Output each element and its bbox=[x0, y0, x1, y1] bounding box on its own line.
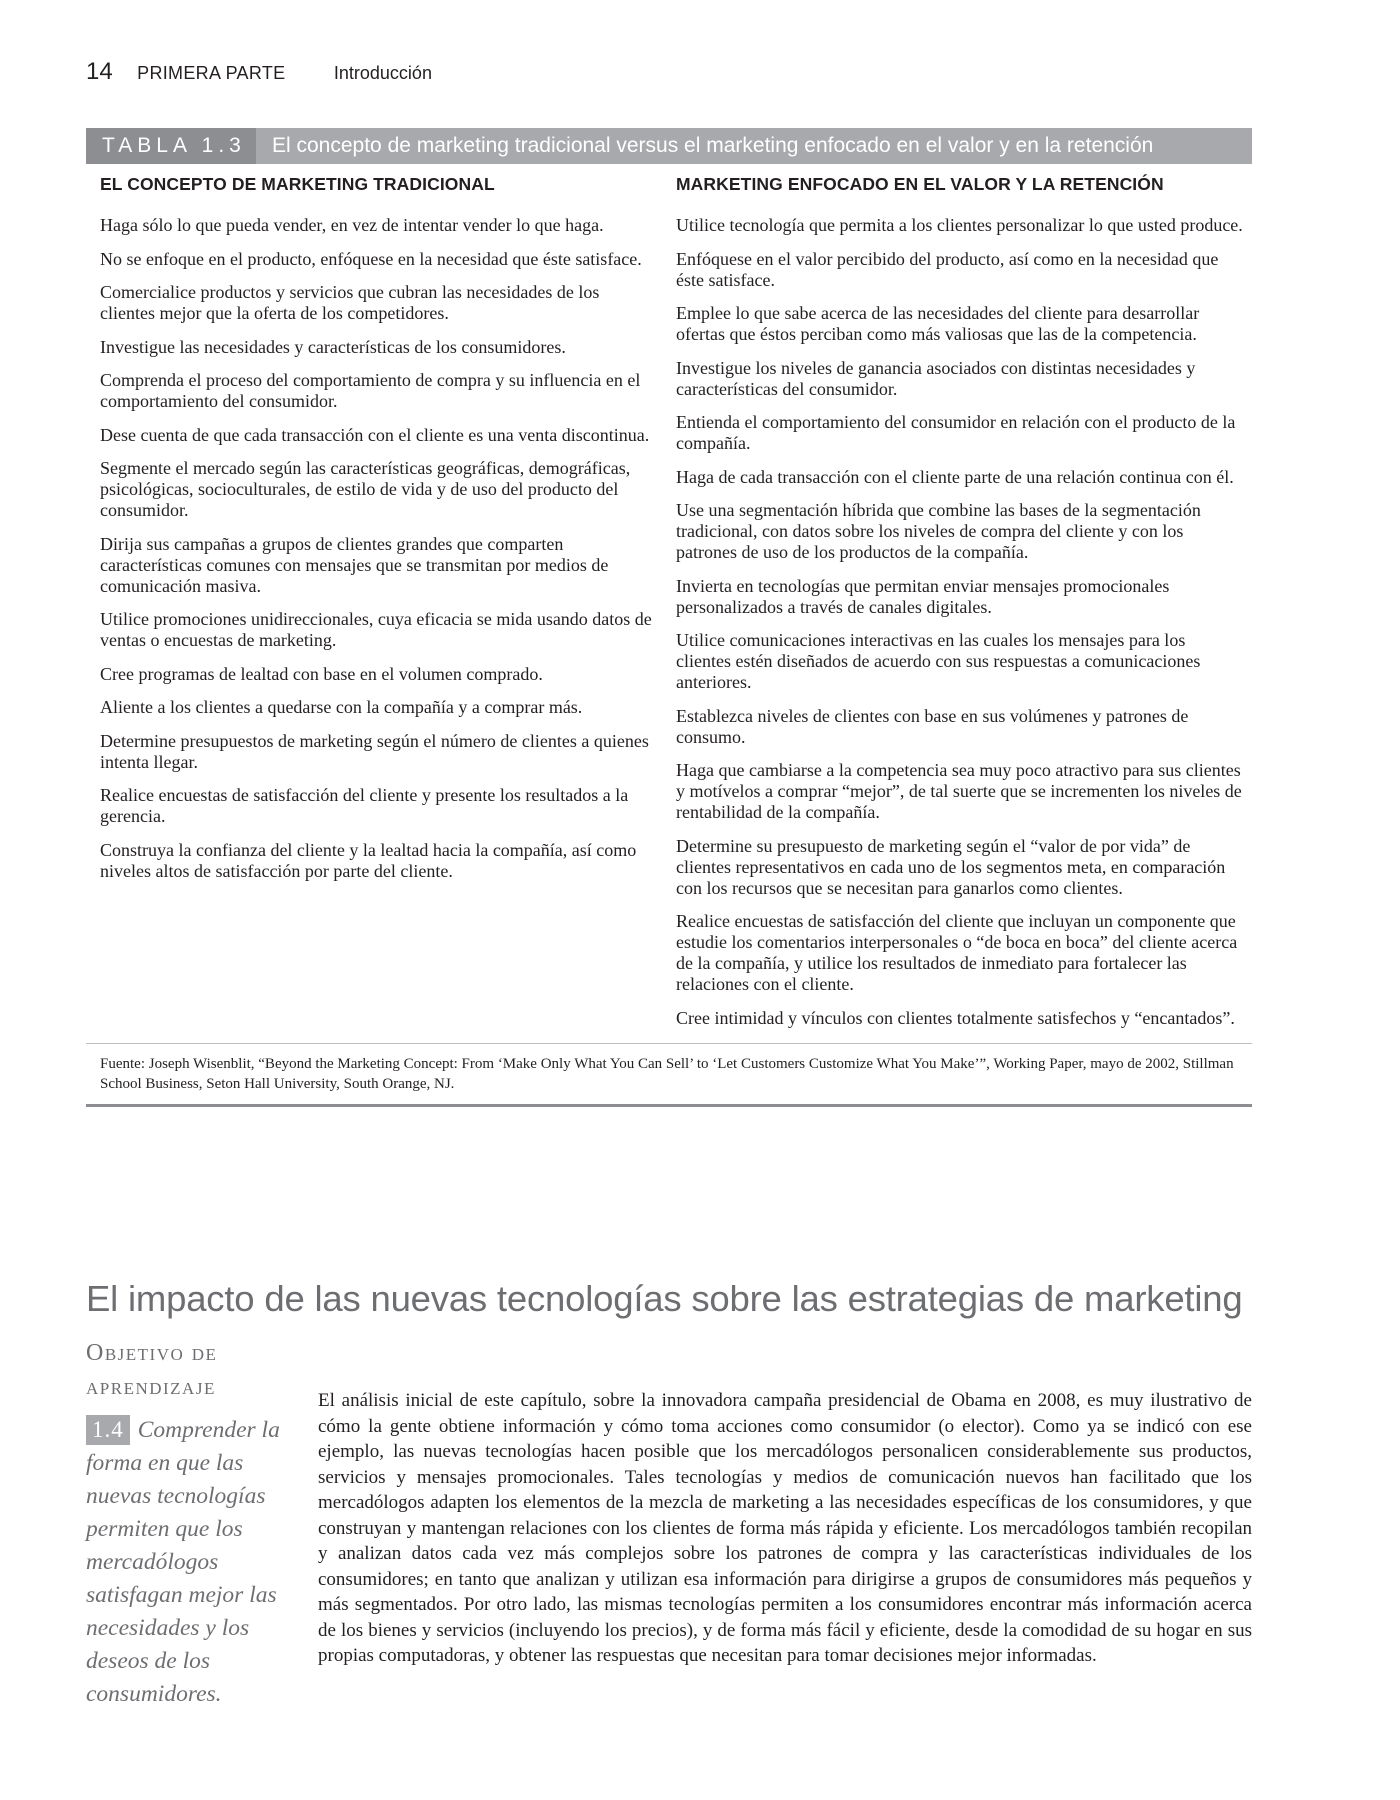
table-cell: Realice encuestas de satisfacción del cliente que incluyan un componente que estudie los comentarios interpersonales o “de boca en boca” del cliente acerca de la compañía, y utilice los resultados de inmediato para fortalecer las relaciones con el cliente. bbox=[676, 911, 1238, 994]
table-cell: Determine su presupuesto de marketing según el “valor de por vida” de clientes representativos en cada uno de los segmentos meta, en comparación con los recursos que se necesitan para ganarlos como clientes. bbox=[676, 835, 1226, 898]
table-columns bbox=[86, 174, 1252, 1041]
table-cell: Investigue los niveles de ganancia asociados con distintas necesidades y características del consumidor. bbox=[676, 357, 1196, 399]
learning-objective-text: Comprender la forma en que las nuevas tecnologías permiten que los mercadólogos satisfagan mejor las necesidades y los deseos de los consumidores. bbox=[86, 1417, 280, 1707]
table-cell: Cree programas de lealtad con base en el volumen comprado. bbox=[100, 663, 543, 684]
page-number: 14 bbox=[86, 58, 113, 85]
table-cell: Dese cuenta de que cada transacción con el cliente es una venta discontinua. bbox=[100, 424, 650, 445]
table-cell: Comercialice productos y servicios que cubran las necesidades de los clientes mejor que la oferta de los competidores. bbox=[100, 282, 600, 323]
learning-objective bbox=[86, 1336, 286, 1711]
table-cell: Establezca niveles de clientes con base en sus volúmenes y patrones de consumo. bbox=[676, 705, 1189, 747]
table-source-note: Fuente: Joseph Wisenblit, “Beyond the Marketing Concept: From ‘Make Only What You Can Sell’ to ‘Let Customers Customize What You Make’”, Working Paper, mayo de 2002, Stillman School Business, Seton Hall University, South Orange, NJ. bbox=[86, 1043, 1252, 1104]
traditional-column-heading: EL CONCEPTO DE MARKETING TRADICIONAL bbox=[100, 174, 495, 194]
table-cell: Utilice tecnología que permita a los clientes personalizar lo que usted produce. bbox=[676, 215, 1243, 235]
table-title: El concepto de marketing tradicional versus el marketing enfocado en el valor y en la retención bbox=[272, 134, 1154, 157]
value-retention-column bbox=[662, 174, 1252, 1041]
comparison-table bbox=[86, 128, 1252, 1107]
body-paragraph: El análisis inicial de este capítulo, sobre la innovadora campaña presidencial de Obama en 2008, es muy ilustrativo de cómo la gente obtiene información y cómo toma acciones como consumidor (o elector). Como ya se indicó con ese ejemplo, las nuevas tecnologías hacen posible que los mercadólogos personalicen considerablemente sus productos, servicios y mensajes promocionales. Tales tecnologías y medios de comunicación nuevos han facilitado que los mercadólogos adapten los elementos de la mezcla de marketing a las necesidades específicas de los consumidores, y que construyan y mantengan relaciones con los clientes de forma más rápida y eficiente. Los mercadólogos también recopilan y analizan datos cada vez más complejos sobre los patrones de compra y las características individuales de los consumidores; en tanto que analizan y utilizan esa información para dirigirse a grupos de consumidores más pequeños y más segmentados. Por otro lado, las mismas tecnologías permiten a los consumidores encontrar más información acerca de los bienes y servicios (incluyendo los precios), y de forma más fácil y eficiente, desde la comodidad de su hogar en sus propias computadoras, y obtener las respuestas que necesitan para tomar decisiones mejor informadas. bbox=[318, 1390, 1252, 1666]
part-label: PRIMERA PARTE bbox=[137, 63, 286, 83]
table-cell: Entienda el comportamiento del consumidor en relación con el producto de la compañía. bbox=[676, 412, 1236, 453]
table-cell: Utilice promociones unidireccionales, cuya eficacia se mida usando datos de ventas o encuestas de marketing. bbox=[100, 609, 652, 650]
table-cell: Segmente el mercado según las características geográficas, demográficas, psicológicas, socioculturales, de estilo de vida y de uso del producto del consumidor. bbox=[100, 458, 631, 520]
learning-objective-number: 1.4 bbox=[86, 1415, 130, 1445]
table-cell: Invierta en tecnologías que permitan enviar mensajes promocionales personalizados a través de canales digitales. bbox=[676, 575, 1170, 617]
chapter-label: Introducción bbox=[333, 63, 432, 83]
learning-objective-body bbox=[86, 1414, 286, 1711]
table-cell: Haga de cada transacción con el cliente parte de una relación continua con él. bbox=[676, 466, 1234, 487]
table-cell: Comprenda el proceso del comportamiento de compra y su influencia en el comportamiento del consumidor. bbox=[100, 370, 641, 411]
table-cell: Investigue las necesidades y características de los consumidores. bbox=[100, 336, 566, 357]
running-head bbox=[86, 58, 432, 86]
table-cell: Construya la confianza del cliente y la lealtad hacia la compañía, así como niveles altos de satisfacción por parte del cliente. bbox=[100, 839, 637, 881]
table-cell: Realice encuestas de satisfacción del cliente y presente los resultados a la gerencia. bbox=[100, 785, 629, 826]
table-cell: Determine presupuestos de marketing según el número de clientes a quienes intenta llegar. bbox=[100, 730, 649, 772]
table-cell: Emplee lo que sabe acerca de las necesidades del cliente para desarrollar ofertas que éstos perciban como más valiosas que las de la competencia. bbox=[676, 303, 1200, 344]
table-bottom-rule bbox=[86, 1104, 1252, 1107]
table-cell: Cree intimidad y vínculos con clientes totalmente satisfechos y “encantados”. bbox=[676, 1007, 1235, 1028]
traditional-column bbox=[86, 174, 662, 1041]
table-cell: No se enfoque en el producto, enfóquese en la necesidad que éste satisface. bbox=[100, 248, 642, 269]
value-retention-column-heading: MARKETING ENFOCADO EN EL VALOR Y LA RETENCIÓN bbox=[676, 174, 1164, 194]
table-cell: Haga que cambiarse a la competencia sea muy poco atractivo para sus clientes y motívelos a comprar “mejor”, de tal suerte que se incrementen los niveles de rentabilidad de la compañía. bbox=[676, 760, 1242, 822]
table-label: TABLA 1.3 bbox=[86, 128, 256, 164]
table-cell: Enfóquese en el valor percibido del producto, así como en la necesidad que éste satisface. bbox=[676, 248, 1219, 290]
table-header bbox=[86, 128, 1252, 164]
table-cell: Use una segmentación híbrida que combine las bases de la segmentación tradicional, con datos sobre los niveles de compra del cliente y con los patrones de uso de los productos de la compañía. bbox=[676, 500, 1201, 562]
table-cell: Haga sólo lo que pueda vender, en vez de intentar vender lo que haga. bbox=[100, 215, 604, 235]
learning-objective-heading: Objetivo de aprendizaje bbox=[86, 1340, 218, 1400]
table-cell: Utilice comunicaciones interactivas en las cuales los mensajes para los clientes estén diseñados de acuerdo con sus respuestas a comunicaciones anteriores. bbox=[676, 630, 1201, 692]
table-cell: Aliente a los clientes a quedarse con la compañía y a comprar más. bbox=[100, 697, 583, 717]
table-cell: Dirija sus campañas a grupos de clientes grandes que comparten características comunes con mensajes que se transmitan por medios de comunicación masiva. bbox=[100, 533, 609, 596]
section-heading: El impacto de las nuevas tecnologías sobre las estrategias de marketing bbox=[86, 1278, 1243, 1319]
